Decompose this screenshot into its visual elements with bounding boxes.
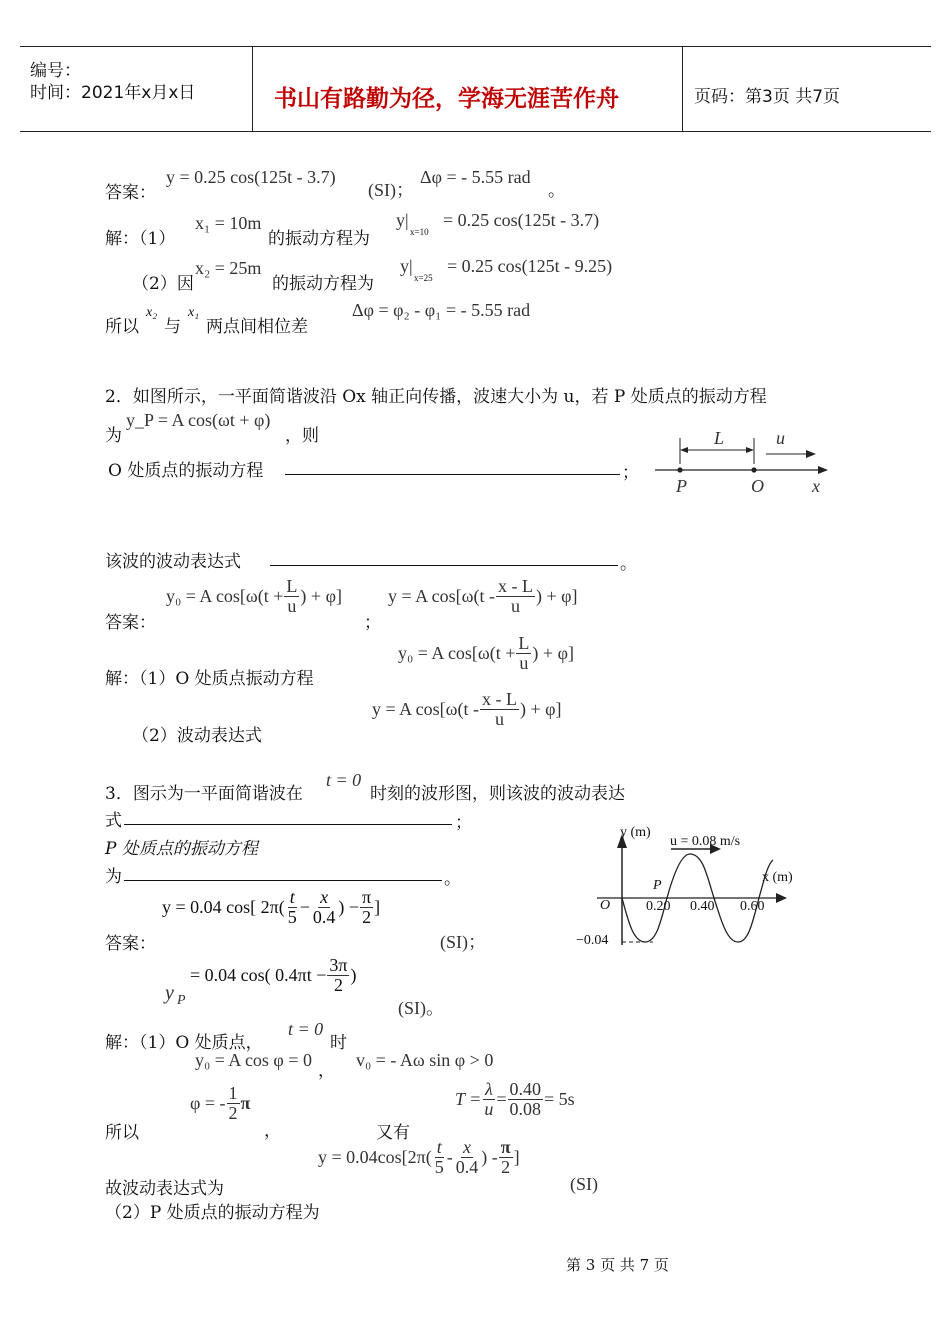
answer-label: 答案： xyxy=(105,613,156,633)
header-divider xyxy=(252,47,253,131)
q1-phase-diff: Δφ = - 5.55 rad xyxy=(420,167,531,187)
denominator: u xyxy=(519,653,529,673)
point-P-label: P xyxy=(653,878,662,893)
denominator: u xyxy=(511,596,520,616)
punct: 。 xyxy=(620,554,637,574)
q2-sol-eq2 xyxy=(372,690,562,729)
eq-part: y = A cos[ω(t - xyxy=(388,586,495,606)
punct: ， xyxy=(264,1121,281,1141)
numerator: x xyxy=(320,887,329,907)
question-3-text: 3．图示为一平面简谐波在 xyxy=(105,784,303,804)
solution-text: （2）P 处质点的振动方程为 xyxy=(105,1203,320,1223)
var-x2: x₂ xyxy=(146,305,158,320)
eq-part: y = A cos[ω(t - xyxy=(372,699,479,719)
numerator: π xyxy=(500,1137,511,1157)
eq-part: π xyxy=(240,1093,251,1113)
eq-part: - xyxy=(446,1147,453,1167)
eq-part: y₀ = A cos[ω(t + xyxy=(398,643,516,663)
punct: ； xyxy=(455,813,472,833)
solution-label: 解：（1） xyxy=(105,229,176,249)
question-text: 式 xyxy=(105,811,122,831)
header-divider xyxy=(682,47,683,131)
fraction xyxy=(508,1080,544,1119)
question-text: 为 xyxy=(105,867,122,887)
page-info: 页码：第3页 共7页 xyxy=(694,87,841,107)
var-subscript: P xyxy=(177,993,186,1008)
denominator: u xyxy=(484,1099,494,1119)
denominator: u xyxy=(495,709,504,729)
solution-text: 解：（1）O 处质点， xyxy=(105,1033,263,1053)
eq-part: − xyxy=(299,897,310,917)
solution-text: 时 xyxy=(330,1033,347,1053)
var-x1: x₁ xyxy=(188,305,200,320)
numerator: x - L xyxy=(482,689,517,709)
answer-blank xyxy=(285,456,620,475)
q3-wave-eq-solution xyxy=(318,1138,520,1177)
fraction xyxy=(327,956,349,995)
page-footer: 第 3 页 共 7 页 xyxy=(566,1256,669,1274)
y-axis-label: y (m) xyxy=(620,825,651,840)
eq-part: ) + φ] xyxy=(536,586,578,606)
q3-v0-eq: v₀ = - Aω sin φ > 0 xyxy=(356,1050,494,1070)
numerator: λ xyxy=(484,1079,493,1099)
eq-part: = 5s xyxy=(544,1089,575,1109)
q2-sol-eq1 xyxy=(398,634,574,673)
denominator: 5 xyxy=(287,907,297,927)
fraction xyxy=(454,1138,481,1177)
fraction xyxy=(284,577,299,616)
unit-text: (SI)； xyxy=(368,180,414,200)
q3-answer-wave-eq xyxy=(162,888,380,927)
punct: ， xyxy=(318,1061,335,1081)
q3-t0: t = 0 xyxy=(288,1019,324,1039)
unit-text: (SI)。 xyxy=(398,998,444,1018)
fraction xyxy=(499,1138,513,1177)
solution-text: （2）因 xyxy=(132,274,194,294)
eq-part: y = 0.04cos[2π( xyxy=(318,1147,432,1167)
doc-date: 时间：2021年x月x日 xyxy=(30,83,196,103)
q3-period-eq xyxy=(455,1080,575,1119)
wave-speed-label: u = 0.08 m/s xyxy=(670,834,741,849)
eq-part: = xyxy=(496,1089,507,1109)
denominator: 2 xyxy=(333,975,343,995)
eq-part: ) − xyxy=(338,897,360,917)
unit-text: (SI) xyxy=(570,1174,598,1194)
fraction xyxy=(480,690,519,729)
answer-blank xyxy=(270,547,618,566)
fig-label-O: O xyxy=(751,476,764,496)
question-text: O 处质点的振动方程 xyxy=(108,461,264,481)
q2-answer-eq1 xyxy=(166,577,342,616)
eq-part: ) + φ] xyxy=(300,586,342,606)
answer-blank xyxy=(124,806,452,825)
fraction xyxy=(496,577,535,616)
q1-answer-equation: y = 0.25 cos(125t - 3.7) xyxy=(166,167,336,187)
eq-part: ) + φ] xyxy=(532,643,574,663)
numerator: 3π xyxy=(329,955,348,975)
question-text: 时刻的波形图，则该波的波动表达 xyxy=(370,784,625,804)
eval-subscript: x=25 xyxy=(414,273,433,283)
solution-text: 故波动表达式为 xyxy=(105,1179,224,1199)
denominator: 5 xyxy=(434,1157,444,1177)
q3-t0: t = 0 xyxy=(326,770,362,790)
doc-code-label: 编号： xyxy=(30,61,81,81)
numerator: x - L xyxy=(498,576,533,596)
tick-label: 0.60 xyxy=(740,899,765,914)
question-text: P 处质点的振动方程 xyxy=(105,839,258,859)
eq-part: ] xyxy=(374,897,381,917)
fraction xyxy=(360,888,373,927)
eval-subscript: x=10 xyxy=(410,227,429,237)
fraction xyxy=(433,1138,446,1177)
eval-bar: y| xyxy=(400,256,413,276)
denominator: 2 xyxy=(501,1157,511,1177)
denominator: 0.4 xyxy=(312,907,336,927)
question-text: 为 xyxy=(105,426,122,446)
eq-part: y = 0.04 cos[ 2π( xyxy=(162,897,285,917)
punct: ； xyxy=(364,613,381,633)
eq-part: ) + φ] xyxy=(520,699,562,719)
q1-eq-x2: = 0.25 cos(125t - 9.25) xyxy=(447,256,613,276)
answer-label: 答案： xyxy=(105,183,156,203)
eq-part: ) xyxy=(350,965,357,985)
q1-x2: x₂ = 25m xyxy=(195,258,262,278)
denominator: 0.4 xyxy=(455,1157,479,1177)
numerator: L xyxy=(518,633,530,653)
question-text: ，则 xyxy=(285,426,319,446)
answer-blank xyxy=(124,862,442,881)
header-motto: 书山有路勤为径，学海无涯苦作舟 xyxy=(274,86,619,112)
answer-label: 答案： xyxy=(105,934,156,954)
question-2-text: 2．如图所示，一平面简谐波沿 Ox 轴正向传播，波速大小为 u，若 P 处质点的振动方程 xyxy=(105,387,767,407)
solution-text: 的振动方程为 xyxy=(268,229,370,249)
numerator: π xyxy=(362,887,372,907)
q3-phi-eq xyxy=(190,1084,250,1123)
fraction xyxy=(516,634,531,673)
solution-text: 的振动方程为 xyxy=(272,274,374,294)
fraction xyxy=(227,1084,240,1123)
q3-y0-eq: y₀ = A cos φ = 0 xyxy=(195,1050,312,1070)
unit-text: (SI)； xyxy=(440,932,486,952)
eq-part: T = xyxy=(455,1089,482,1109)
q2-answer-eq2 xyxy=(388,577,578,616)
numerator: x xyxy=(462,1137,471,1157)
denominator: 0.08 xyxy=(509,1099,541,1119)
question-text: 该波的波动表达式 xyxy=(105,552,241,572)
fig-label-L: L xyxy=(714,428,725,448)
fraction xyxy=(311,888,338,927)
punct: 。 xyxy=(548,181,565,201)
numerator: t xyxy=(289,887,295,907)
x-axis-label: x (m) xyxy=(762,870,793,885)
denominator: 2 xyxy=(228,1103,238,1123)
tick-label: −0.04 xyxy=(576,933,609,948)
denominator: u xyxy=(287,596,297,616)
q2-p-equation: y_P = A cos(ωt + φ) xyxy=(126,410,271,430)
tick-label: 0.40 xyxy=(690,899,715,914)
numerator: L xyxy=(286,576,298,596)
var-y: y xyxy=(165,982,174,1004)
solution-text: 解：（1）O 处质点振动方程 xyxy=(105,669,314,689)
denominator: 2 xyxy=(362,907,372,927)
solution-text: 与 xyxy=(164,317,181,337)
eq-part: y₀ = A cos[ω(t + xyxy=(166,586,284,606)
numerator: 1 xyxy=(228,1083,238,1103)
solution-text: 所以 xyxy=(105,1123,139,1143)
punct: 。 xyxy=(444,869,461,889)
fraction xyxy=(482,1080,495,1119)
eq-part: φ = - xyxy=(190,1093,226,1113)
solution-text: 所以 xyxy=(105,317,139,337)
eval-bar: y| xyxy=(396,210,409,230)
fraction xyxy=(286,888,299,927)
origin-label: O xyxy=(600,898,611,913)
fig-label-x: x xyxy=(812,476,820,496)
q1-x1: x₁ = 10m xyxy=(195,213,262,233)
solution-text: 两点间相位差 xyxy=(206,317,308,337)
fig-label-P: P xyxy=(676,476,687,496)
punct: ； xyxy=(622,463,639,483)
eq-part: ) - xyxy=(481,1147,498,1167)
tick-label: 0.20 xyxy=(646,899,671,914)
q1-phase-eq: Δφ = φ₂ - φ₁ = - 5.55 rad xyxy=(352,300,531,320)
solution-text: 又有 xyxy=(376,1123,410,1143)
fig-label-u: u xyxy=(776,428,785,448)
numerator: 0.40 xyxy=(509,1079,541,1099)
q1-eq-x1: = 0.25 cos(125t - 3.7) xyxy=(443,210,600,230)
eq-part: ] xyxy=(513,1147,520,1167)
numerator: t xyxy=(436,1137,442,1157)
solution-text: （2）波动表达式 xyxy=(132,726,262,746)
q3-answer-p-eq xyxy=(190,956,356,995)
eq-part: = 0.04 cos( 0.4πt − xyxy=(190,965,327,985)
